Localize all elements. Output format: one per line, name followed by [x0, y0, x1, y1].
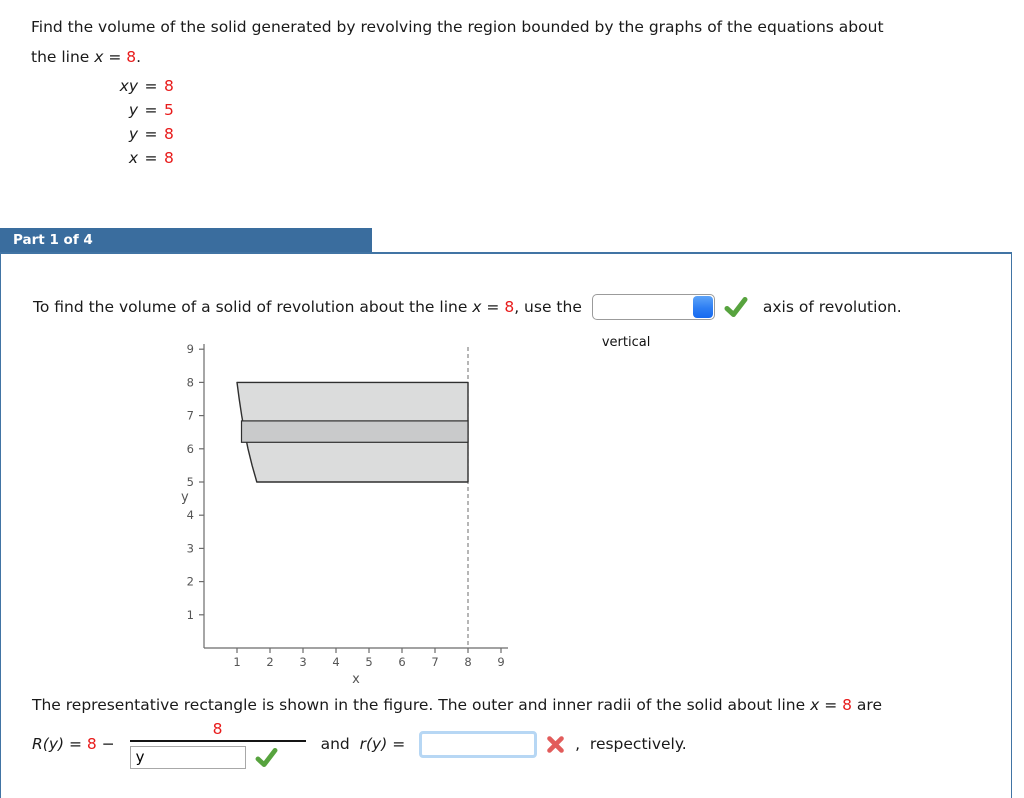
y-tick-label: 1 — [186, 607, 194, 622]
answer-sentence: The representative rectangle is shown in the figure. The outer and inner radii of the solid about line x = 8 are — [32, 696, 882, 714]
correct-check-icon — [255, 747, 278, 768]
y-tick-label: 2 — [186, 574, 194, 589]
math-var: x — [810, 696, 820, 714]
part-tab — [0, 228, 372, 252]
x-axis-label: x — [352, 672, 360, 687]
axis-select[interactable] — [592, 294, 715, 350]
y-tick-label: 4 — [186, 508, 194, 523]
equation-row: x = 8 — [128, 149, 174, 167]
inner-radius-lhs: and r(y) = — [320, 735, 411, 753]
prompt-suffix: axis of revolution. — [762, 298, 902, 316]
axis-prompt-row — [33, 292, 902, 350]
representative-rectangle — [242, 421, 469, 442]
equation-row: y = 5 — [128, 101, 174, 119]
y-tick-label: 9 — [186, 342, 194, 357]
math-var: x — [472, 298, 482, 316]
incorrect-x-icon — [546, 735, 565, 754]
y-tick-label: 3 — [186, 541, 194, 556]
equation-row: y = 8 — [128, 125, 174, 143]
part-tab-label: Part 1 of 4 — [13, 232, 93, 248]
outer-radius-input[interactable] — [130, 746, 246, 769]
equation-list — [104, 74, 174, 170]
fraction-denominator-row — [130, 742, 306, 769]
radii-formula-row — [32, 712, 687, 776]
x-tick-label: 9 — [497, 655, 505, 669]
problem-statement — [31, 12, 991, 72]
chevron-up-down-icon — [722, 314, 740, 334]
y-tick-labels — [187, 342, 194, 622]
x-tick-label: 1 — [233, 655, 241, 669]
outer-radius-fraction — [130, 720, 306, 769]
x-tick-label: 5 — [365, 655, 373, 669]
statement-line1: Find the volume of the solid generated by revolving the region bounded by the graphs of the equations about — [31, 18, 884, 36]
statement-line2: the line x = 8. — [31, 48, 142, 66]
equation-value: 8 — [842, 696, 852, 714]
y-tick-label: 7 — [186, 408, 194, 423]
axis-select-value: vertical — [601, 335, 651, 350]
y-tick-label: 5 — [186, 475, 194, 489]
x-tick-label: 8 — [464, 655, 472, 669]
y-tick-label: 8 — [186, 375, 194, 390]
x-tick-label: 7 — [431, 655, 439, 669]
x-tick-label: 6 — [398, 655, 406, 669]
equation-row: xy = 8 — [119, 77, 174, 95]
y-axis-label: y — [181, 490, 189, 505]
inner-radius-input[interactable] — [419, 731, 537, 758]
revolution-figure — [170, 338, 522, 690]
x-tick-label: 3 — [299, 655, 307, 669]
outer-radius-lhs: R(y) = 8 − — [32, 735, 120, 753]
x-tick-label: 2 — [266, 655, 274, 669]
x-tick-label: 4 — [332, 655, 340, 669]
math-var: x — [94, 48, 104, 66]
prompt-text: To find the volume of a solid of revolution about the line x = 8, use the — [33, 298, 582, 316]
equation-value: 8 — [504, 298, 515, 316]
equation-value: 8 — [126, 48, 137, 66]
respectively-text: , respectively. — [575, 735, 687, 753]
x-tick-labels — [233, 655, 504, 669]
y-tick-label: 6 — [186, 441, 194, 456]
select-stepper-icon[interactable] — [693, 296, 713, 318]
fraction-numerator: 8 — [130, 720, 306, 742]
